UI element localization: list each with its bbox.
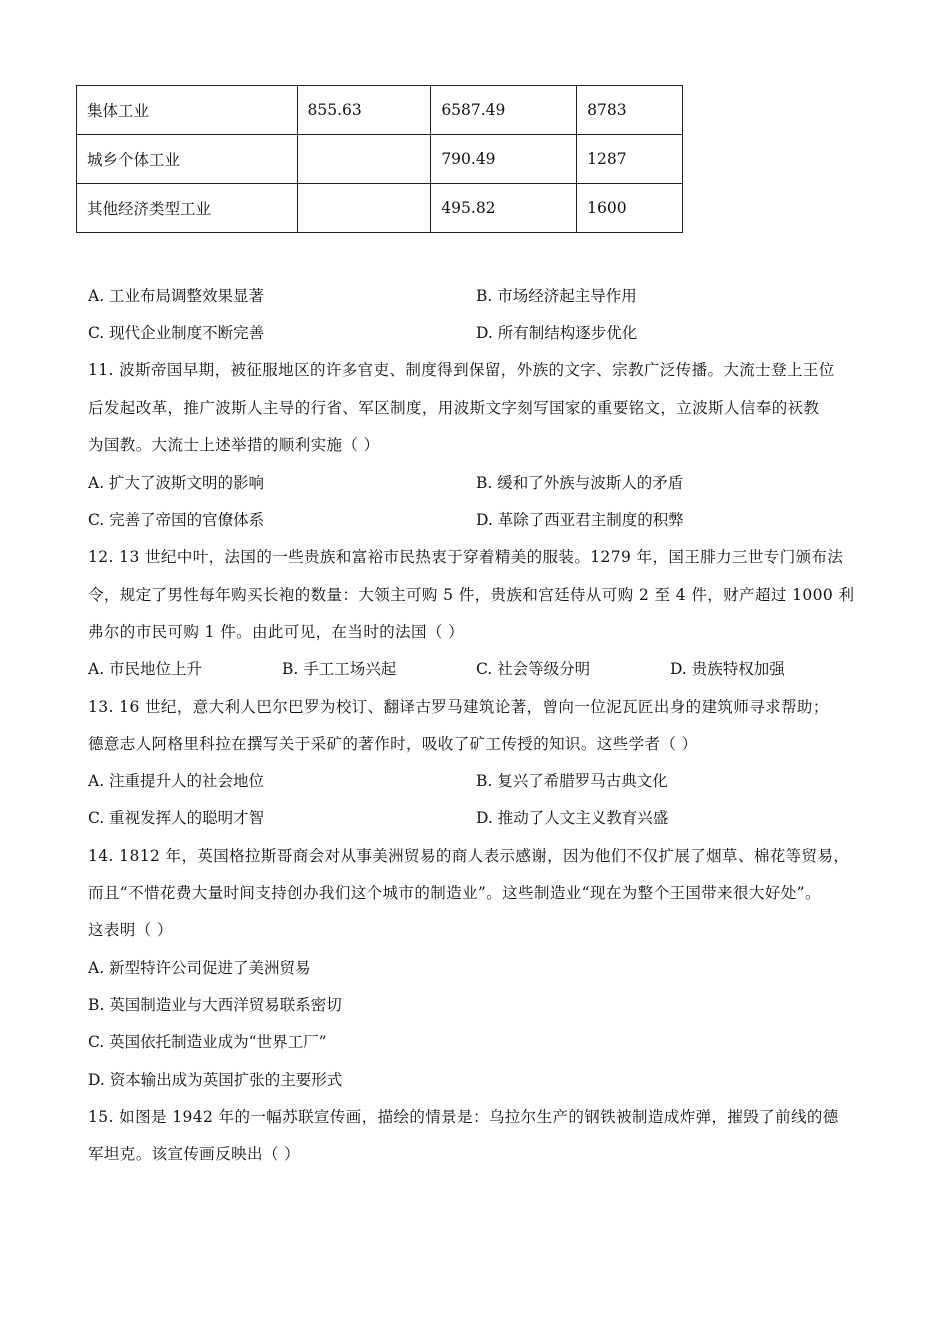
q14-stem-line-3: 这表明（ ） — [88, 921, 173, 939]
q13-stem-line-1: 13. 16 世纪，意大利人巴尔巴罗为校订、翻译古罗马建筑论著，曾向一位泥瓦匠出身的建筑师寻求帮助； — [88, 698, 829, 716]
q12-option-d: D. 贵族特权加强 — [670, 660, 785, 678]
q10-option-c: C. 现代企业制度不断完善 — [88, 324, 265, 342]
table-row — [77, 184, 683, 233]
q11-option-b: B. 缓和了外族与波斯人的矛盾 — [476, 474, 684, 492]
q11-stem-line-2: 后发起改革，推广波斯人主导的行省、军区制度，用波斯文字刻写国家的重要铭文，立波斯人信奉的祆教 — [88, 399, 820, 417]
q14-option-b: B. 英国制造业与大西洋贸易联系密切 — [88, 996, 342, 1014]
q13-option-d: D. 推动了人文主义教育兴盛 — [476, 809, 669, 827]
q12-option-a: A. 市民地位上升 — [88, 660, 203, 678]
q14-stem-line-1: 14. 1812 年，英国格拉斯哥商会对从事美洲贸易的商人表示感谢，因为他们不仅扩展了烟草、棉花等贸易， — [88, 847, 850, 865]
table-cell: 495.82 — [431, 184, 577, 233]
q10-option-b: B. 市场经济起主导作用 — [476, 287, 637, 305]
q15-stem-line-1: 15. 如图是 1942 年的一幅苏联宣传画，描绘的情景是：乌拉尔生产的钢铁被制造成炸弹，摧毁了前线的德 — [88, 1108, 839, 1126]
q13-stem-line-2: 德意志人阿格里科拉在撰写关于采矿的著作时，吸收了矿工传授的知识。这些学者（ ） — [88, 735, 698, 753]
q10-option-d: D. 所有制结构逐步优化 — [476, 324, 638, 342]
q15-stem-line-2: 军坦克。该宣传画反映出（ ） — [88, 1145, 301, 1163]
table-cell: 城乡个体工业 — [77, 135, 298, 184]
q11-option-a: A. 扩大了波斯文明的影响 — [88, 474, 265, 492]
q12-stem-line-2: 令，规定了男性每年购买长袍的数量：大领主可购 5 件，贵族和宫廷侍从可购 2 至 4 件，财产超过 1000 利 — [88, 586, 855, 604]
table-cell: 8783 — [577, 86, 683, 135]
q12-option-b: B. 手工工场兴起 — [282, 660, 397, 678]
q12-stem-line-3: 弗尔的市民可购 1 件。由此可见，在当时的法国（ ） — [88, 623, 465, 641]
q11-stem-line-3: 为国教。大流士上述举措的顺利实施（ ） — [88, 436, 380, 454]
table-cell — [297, 135, 431, 184]
table-cell: 集体工业 — [77, 86, 298, 135]
table-cell: 1287 — [577, 135, 683, 184]
industry-output-table — [76, 85, 683, 233]
q10-option-a: A. 工业布局调整效果显著 — [88, 287, 265, 305]
q14-option-c: C. 英国依托制造业成为“世界工厂” — [88, 1033, 327, 1051]
q13-option-c: C. 重视发挥人的聪明才智 — [88, 809, 265, 827]
table-cell: 其他经济类型工业 — [77, 184, 298, 233]
q11-option-d: D. 革除了西亚君主制度的积弊 — [476, 511, 684, 529]
table-row — [77, 135, 683, 184]
table-cell: 6587.49 — [431, 86, 577, 135]
table-row — [77, 86, 683, 135]
q11-option-c: C. 完善了帝国的官僚体系 — [88, 511, 265, 529]
table-cell — [297, 184, 431, 233]
q14-option-d: D. 资本输出成为英国扩张的主要形式 — [88, 1071, 343, 1089]
table-cell: 855.63 — [297, 86, 431, 135]
q14-stem-line-2: 而且“不惜花费大量时间支持创办我们这个城市的制造业”。这些制造业“现在为整个王国带来很大好处”。 — [88, 884, 821, 902]
q12-stem-line-1: 12. 13 世纪中叶，法国的一些贵族和富裕市民热衷于穿着精美的服装。1279 年，国王腓力三世专门颁布法 — [88, 548, 844, 566]
q13-option-b: B. 复兴了希腊罗马古典文化 — [476, 772, 668, 790]
q11-stem-line-1: 11. 波斯帝国早期，被征服地区的许多官吏、制度得到保留，外族的文字、宗教广泛传播。大流士登上王位 — [88, 361, 835, 379]
q12-option-c: C. 社会等级分明 — [476, 660, 591, 678]
table-cell: 1600 — [577, 184, 683, 233]
q13-option-a: A. 注重提升人的社会地位 — [88, 772, 265, 790]
table-cell: 790.49 — [431, 135, 577, 184]
q14-option-a: A. 新型特许公司促进了美洲贸易 — [88, 959, 311, 977]
